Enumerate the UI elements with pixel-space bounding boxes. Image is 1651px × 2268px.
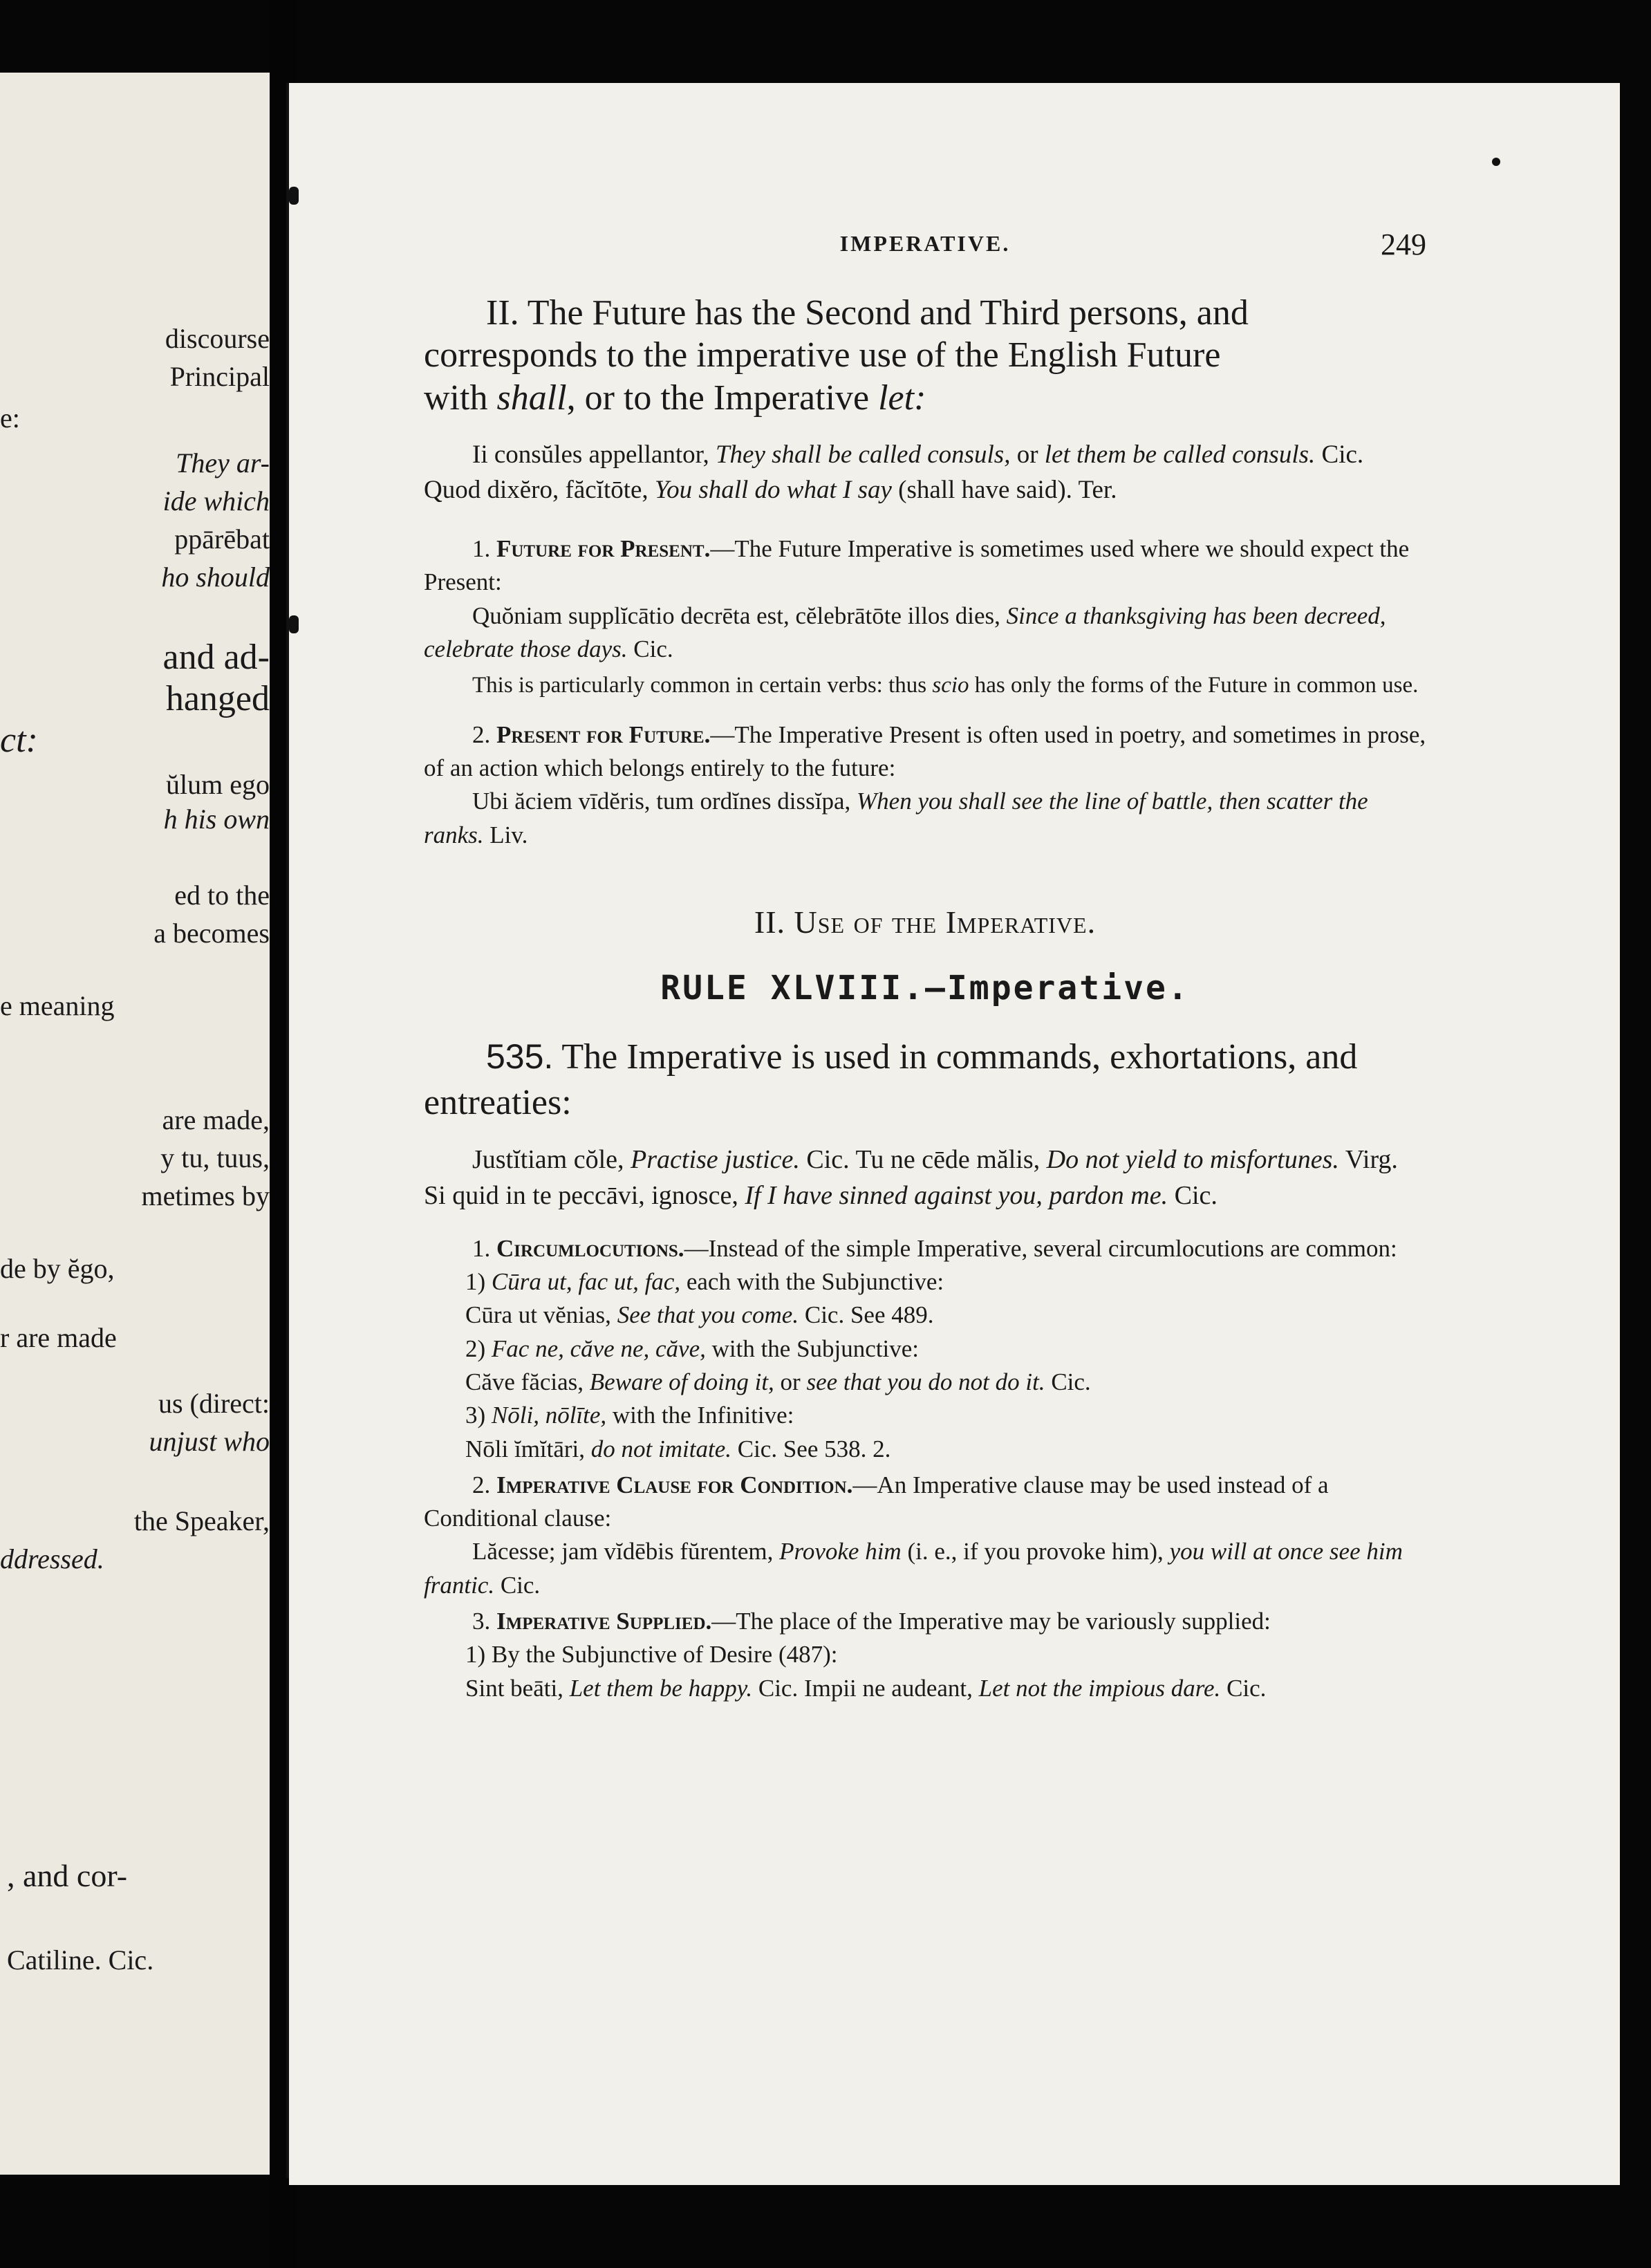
- note-circumlocutions: [424, 1232, 1426, 1466]
- left-text-line: e:: [0, 402, 20, 434]
- heading-text: with: [424, 378, 497, 418]
- note-clause-condition: [424, 1469, 1426, 1602]
- latin-italic: Fac ne, căve ne, căve,: [491, 1335, 706, 1362]
- list-item: 1) By the Subjunctive of Desire (487):: [465, 1641, 838, 1669]
- note-example: [424, 1535, 1426, 1602]
- use-heading-text: Use of the Imperative.: [794, 904, 1097, 940]
- left-text-line: Principal: [169, 361, 270, 392]
- list-example: [424, 1672, 1426, 1705]
- note-body: —The Future Imperative is sometimes used where we should expect the Present:: [424, 535, 1410, 596]
- latin-text: (i. e., if you provoke him),: [901, 1538, 1170, 1565]
- use-heading-num: II.: [754, 904, 794, 940]
- rule-heading: [424, 965, 1426, 1011]
- note-text: [424, 718, 1426, 786]
- heading-italic: let:: [878, 378, 926, 418]
- latin-text: Cic.: [1220, 1674, 1267, 1702]
- latin-italic: Nōli, nōlīte,: [491, 1402, 607, 1429]
- latin-italic: Cūra ut, fac ut, fac,: [491, 1268, 681, 1296]
- list-item: [424, 1265, 1426, 1299]
- right-page: [289, 83, 1620, 2185]
- rule-name: —Imperative.: [925, 968, 1190, 1007]
- latin-text: or: [1010, 440, 1045, 470]
- page-title: IMPERATIVE.: [839, 231, 1011, 256]
- translation-text: Let not the impious dare.: [978, 1674, 1221, 1702]
- binding-mark: [289, 615, 299, 633]
- item-text: each with the Subjunctive:: [680, 1268, 944, 1296]
- note-number: 3.: [472, 1608, 491, 1635]
- translation-text: Do not yield to misfortunes.: [1046, 1144, 1339, 1174]
- translation-text: Since a thanksgiving has been decreed, celebrate those days.: [424, 602, 1386, 663]
- latin-text: Cic. See 489.: [799, 1301, 934, 1329]
- page-number: 249: [1381, 227, 1426, 261]
- note-body: —The place of the Imperative may be variously supplied:: [711, 1608, 1271, 1635]
- translation-text: see that you do not do it.: [806, 1368, 1045, 1395]
- latin-text: Cic. Tu ne cēde mălis,: [799, 1144, 1047, 1174]
- note-number: 1.: [472, 1234, 491, 1262]
- use-heading: [424, 900, 1426, 944]
- note-head: Circumlocutions.: [496, 1234, 684, 1262]
- future-heading: [424, 292, 1426, 419]
- translation-text: When you shall see the line of battle, then scatter the ranks.: [424, 788, 1368, 848]
- note-text: [424, 1605, 1426, 1638]
- heading-text: corresponds to the imperative use of the English Future: [424, 335, 1221, 375]
- translation-text: let them be called consuls.: [1044, 440, 1316, 470]
- rule-number: RULE XLVIII.: [660, 968, 925, 1007]
- left-text-line: ŭlum ego: [166, 769, 270, 800]
- latin-text: Quŏniam supplĭcātio decrēta est, cĕlebrātōte illos dies,: [472, 602, 1007, 629]
- note-body: —The Imperative Present is often used in poetry, and sometimes in prose, of an action which belongs entirely to the future:: [424, 721, 1426, 782]
- latin-text: Justĭtiam cŏle,: [472, 1144, 631, 1174]
- running-header: [424, 228, 1426, 277]
- left-text-line: hanged: [165, 679, 270, 718]
- translation-text: you will at once see him frantic.: [424, 1538, 1403, 1599]
- translation-text: They shall be called consuls,: [715, 440, 1011, 470]
- item-text: with the Subjunctive:: [705, 1335, 920, 1362]
- item-text: with the Infinitive:: [606, 1402, 794, 1429]
- left-text-line: a becomes: [153, 918, 270, 949]
- left-text-line: us (direct:: [158, 1388, 270, 1419]
- left-text-line: ed to the: [174, 880, 270, 911]
- section-535-example: [424, 1142, 1426, 1214]
- translation-text: Provoke him: [779, 1538, 902, 1565]
- note-number: 2.: [472, 1471, 491, 1498]
- left-text-line: ho should: [161, 561, 270, 593]
- note-body: —Instead of the simple Imperative, several circumlocutions are common:: [684, 1234, 1397, 1262]
- section-text: The Imperative is used in commands, exhortations, and entreaties:: [424, 1037, 1358, 1123]
- note-supplied: [424, 1605, 1426, 1705]
- heading-line: II. The Future has the Second and Third persons, and: [486, 293, 1249, 333]
- left-text-line: ide which: [162, 485, 270, 517]
- heading-text: , or to the Imperative: [566, 378, 879, 418]
- left-text-line: unjust who: [149, 1426, 270, 1457]
- left-text-line: ddressed.: [0, 1543, 104, 1574]
- left-text-line: the Speaker,: [133, 1505, 270, 1536]
- note-head: Future for Present.: [496, 535, 711, 563]
- note-small-text: [424, 670, 1426, 702]
- small-text: This is particularly common in certain verbs: thus: [472, 673, 933, 698]
- latin-text: Cic. Impii ne audeant,: [752, 1674, 979, 1702]
- left-text-line: r are made: [0, 1322, 117, 1353]
- item-number: 1): [465, 1268, 492, 1296]
- binding-mark: [289, 187, 299, 205]
- left-text-line: y tu, tuus,: [160, 1142, 270, 1173]
- note-body: —An Imperative clause may be used instead of a Conditional clause:: [424, 1471, 1329, 1532]
- list-example: [424, 1299, 1426, 1332]
- translation-text: Beware of doing it,: [589, 1368, 774, 1395]
- translation-text: See that you come.: [617, 1301, 799, 1329]
- list-example: [424, 1433, 1426, 1466]
- left-text-line: , and cor-: [7, 1858, 128, 1893]
- left-text-line: and ad-: [162, 638, 270, 677]
- small-text: has only the forms of the Future in common use.: [969, 673, 1419, 698]
- note-head: Imperative Supplied.: [496, 1608, 712, 1635]
- note-example: [424, 599, 1426, 667]
- note-head: Imperative Clause for Condition.: [496, 1471, 853, 1498]
- latin-text: Căve făcias,: [465, 1368, 590, 1395]
- translation-text: do not imitate.: [590, 1435, 731, 1462]
- latin-text: Sint beāti,: [465, 1674, 570, 1702]
- latin-text: Cic.: [627, 635, 673, 663]
- left-text-line: metimes by: [141, 1180, 270, 1211]
- translation-text: You shall do what I say: [654, 476, 892, 505]
- note-future-for-present: [424, 532, 1426, 702]
- note-head: Present for Future.: [496, 721, 711, 748]
- latin-text: Ubi ăciem vīdĕris, tum ordĭnes dissĭpa,: [472, 788, 857, 815]
- left-text-line: e meaning: [0, 990, 115, 1021]
- latin-text: Cic.: [1168, 1181, 1218, 1211]
- note-text: [424, 1469, 1426, 1536]
- latin-text: Cic.: [1045, 1368, 1091, 1395]
- small-italic: scio: [932, 673, 969, 698]
- left-text-line: are made,: [162, 1104, 270, 1135]
- ink-dot: [1492, 158, 1500, 166]
- list-item: [424, 1399, 1426, 1432]
- page-content: [424, 228, 1426, 1705]
- note-example: [424, 785, 1426, 852]
- translation-text: Let them be happy.: [569, 1674, 753, 1702]
- section-number: 535.: [486, 1037, 554, 1076]
- translation-text: If I have sinned against you, pardon me.: [745, 1181, 1168, 1211]
- latin-text: (shall have said). Ter.: [891, 476, 1117, 505]
- note-number: 2.: [472, 721, 491, 748]
- future-example: [424, 437, 1426, 508]
- latin-text: or: [774, 1368, 807, 1395]
- left-text-line: Catiline. Cic.: [7, 1944, 154, 1976]
- left-text-line: de by ĕgo,: [0, 1253, 115, 1284]
- heading-italic: shall: [496, 378, 567, 418]
- list-example: [424, 1366, 1426, 1399]
- latin-text: Cic. See 538. 2.: [731, 1435, 891, 1462]
- left-text-line: They ar-: [176, 447, 270, 478]
- item-number: 2): [465, 1335, 492, 1362]
- latin-text: Ii consŭles appellantor,: [472, 440, 716, 470]
- latin-text: Cic.: [494, 1571, 541, 1599]
- left-text-line: h his own: [163, 803, 270, 835]
- heading-line: [424, 334, 1426, 376]
- latin-text: Nōli ĭmĭtāri,: [465, 1435, 591, 1462]
- item-number: 3): [465, 1402, 492, 1429]
- note-text: [424, 1232, 1426, 1265]
- left-text-line: discourse: [165, 323, 270, 354]
- left-text-line: ppārēbat: [174, 523, 270, 555]
- left-text-line: ct:: [0, 721, 38, 760]
- note-number: 1.: [472, 535, 491, 563]
- heading-line: [424, 377, 1426, 419]
- latin-text: Lăcesse; jam vĭdēbis fŭrentem,: [472, 1538, 780, 1565]
- latin-text: Liv.: [483, 821, 528, 848]
- note-present-for-future: [424, 718, 1426, 852]
- translation-text: Practise justice.: [631, 1144, 800, 1174]
- note-text: [424, 532, 1426, 599]
- list-item: [424, 1332, 1426, 1366]
- latin-text: Virg. Si quid in te peccāvi, ignosce,: [424, 1144, 1398, 1211]
- section-535: [424, 1034, 1426, 1126]
- left-page-fragment: [0, 73, 270, 2175]
- latin-text: Cic. Quod dixĕro, făcĭtōte,: [424, 440, 1364, 505]
- latin-text: Cūra ut vĕnias,: [465, 1301, 617, 1329]
